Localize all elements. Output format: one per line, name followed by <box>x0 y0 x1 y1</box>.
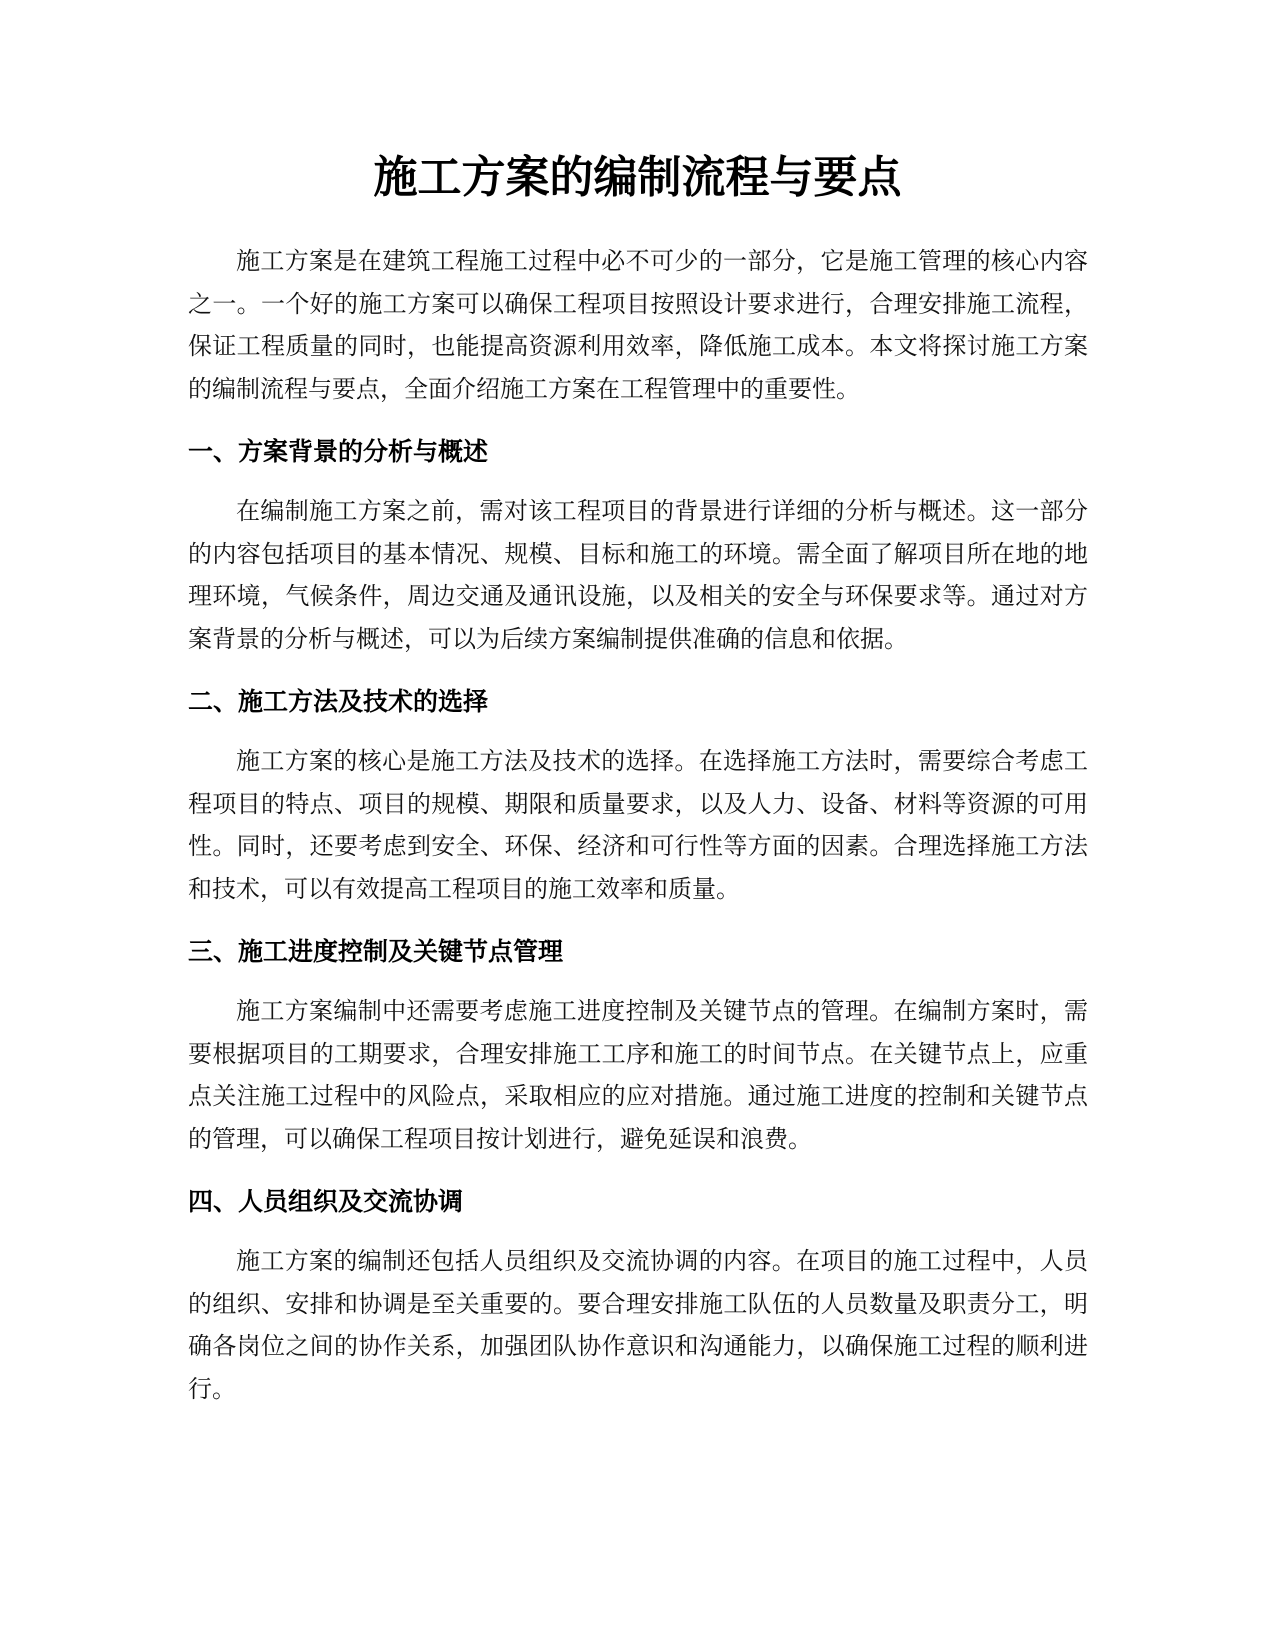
section-1-heading: 一、方案背景的分析与概述 <box>188 437 489 466</box>
section-1-body: 在编制施工方案之前，需对该工程项目的背景进行详细的分析与概述。这一部分的内容包括项目的基本情况、规模、目标和施工的环境。需全面了解项目所在地的地理环境，气候条件，周边交通及通讯设施，以及相关的安全与环保要求等。通过对方案背景的分析与概述，可以为后续方案编制提供准确的信息和依据。 <box>188 497 1088 653</box>
section-2-heading: 二、施工方法及技术的选择 <box>188 687 489 716</box>
section-4-heading: 四、人员组织及交流协调 <box>188 1187 464 1216</box>
section-2-body: 施工方案的核心是施工方法及技术的选择。在选择施工方法时，需要综合考虑工程项目的特点、项目的规模、期限和质量要求，以及人力、设备、材料等资源的可用性。同时，还要考虑到安全、环保、经济和可行性等方面的因素。合理选择施工方法和技术，可以有效提高工程项目的施工效率和质量。 <box>188 747 1088 903</box>
section-4-body: 施工方案的编制还包括人员组织及交流协调的内容。在项目的施工过程中，人员的组织、安排和协调是至关重要的。要合理安排施工队伍的人员数量及职责分工，明确各岗位之间的协作关系，加强团队协作意识和沟通能力，以确保施工过程的顺利进行。 <box>188 1247 1088 1403</box>
intro-paragraph: 施工方案是在建筑工程施工过程中必不可少的一部分，它是施工管理的核心内容之一。一个好的施工方案可以确保工程项目按照设计要求进行，合理安排施工流程，保证工程质量的同时，也能提高资源利用效率，降低施工成本。本文将探讨施工方案的编制流程与要点，全面介绍施工方案在工程管理中的重要性。 <box>188 247 1088 403</box>
section-3-body: 施工方案编制中还需要考虑施工进度控制及关键节点的管理。在编制方案时，需要根据项目的工期要求，合理安排施工工序和施工的时间节点。在关键节点上，应重点关注施工过程中的风险点，采取相应的应对措施。通过施工进度的控制和关键节点的管理，可以确保工程项目按计划进行，避免延误和浪费。 <box>188 997 1088 1153</box>
section-3-heading: 三、施工进度控制及关键节点管理 <box>188 937 564 966</box>
document-body <box>188 240 1088 1410</box>
document-title: 施工方案的编制流程与要点 <box>373 152 902 203</box>
